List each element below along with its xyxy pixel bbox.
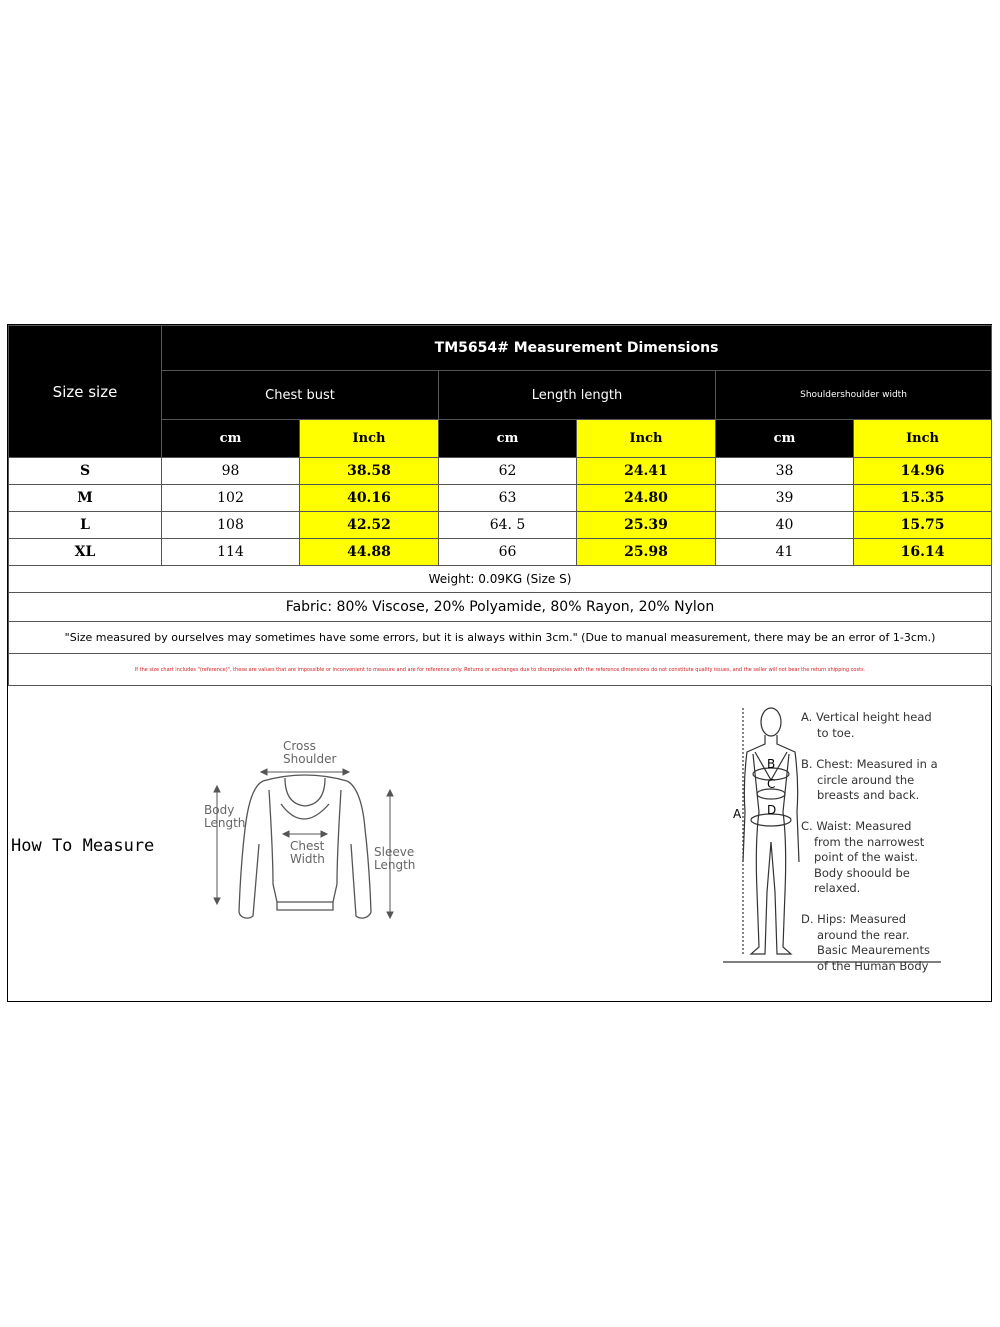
unit-header: cm xyxy=(439,420,577,458)
size-cell: M xyxy=(9,485,162,512)
group-shoulder-width: Shouldershoulder width xyxy=(716,371,992,420)
legend-line: relaxed. xyxy=(814,881,861,895)
fabric-note: Fabric: 80% Viscose, 20% Polyamide, 80% Rayon, 20% Nylon xyxy=(9,593,992,622)
size-cell: L xyxy=(9,512,162,539)
value-cell: 64. 5 xyxy=(439,512,577,539)
legend-line: A. Vertical height head xyxy=(801,710,932,724)
size-cell: S xyxy=(9,458,162,485)
how-to-measure-section xyxy=(8,686,991,1001)
unit-header: Inch xyxy=(300,420,439,458)
figure-letter-c: C xyxy=(767,777,776,791)
value-cell: 66 xyxy=(439,539,577,566)
legend-line: to toe. xyxy=(817,725,855,740)
chest-width-label: Width xyxy=(290,852,325,866)
value-cell: 25.98 xyxy=(577,539,716,566)
value-cell: 44.88 xyxy=(300,539,439,566)
legend-line: circle around the xyxy=(817,772,915,787)
legend-line: B. Chest: Measured in a xyxy=(801,757,938,771)
weight-note: Weight: 0.09KG (Size S) xyxy=(9,566,992,593)
legend-line: Body shoould be xyxy=(814,865,910,880)
cross-shoulder-label: Shoulder xyxy=(283,752,337,766)
size-header: Size size xyxy=(9,326,162,458)
value-cell: 40 xyxy=(716,512,854,539)
legend-line: around the rear. xyxy=(817,927,910,942)
size-cell: XL xyxy=(9,539,162,566)
value-cell: 25.39 xyxy=(577,512,716,539)
fine-print-note: If the size chart includes "(reference)", these are values that are impossible or inconvenient to measure and are for reference only. Returns or exchanges due to discrepancies with the reference dimensions do not constitute quality issues, and the seller will not bear the return shipping costs. xyxy=(9,654,992,686)
table-title: TM5654# Measurement Dimensions xyxy=(162,326,992,371)
error-note: "Size measured by ourselves may sometimes have some errors, but it is always within 3cm." (Due to manual measurement, there may be an error of 1-3cm.) xyxy=(9,622,992,654)
legend-line: point of the waist. xyxy=(814,850,919,864)
figure-letter-a: A xyxy=(733,807,742,821)
legend-line: breasts and back. xyxy=(817,788,920,802)
value-cell: 38.58 xyxy=(300,458,439,485)
unit-header: Inch xyxy=(577,420,716,458)
value-cell: 38 xyxy=(716,458,854,485)
sleeve-length-label: Length xyxy=(374,858,416,872)
body-length-label: Length xyxy=(204,816,246,830)
value-cell: 42.52 xyxy=(300,512,439,539)
value-cell: 108 xyxy=(162,512,300,539)
legend-a xyxy=(801,710,981,741)
value-cell: 98 xyxy=(162,458,300,485)
unit-header: cm xyxy=(162,420,300,458)
value-cell: 15.75 xyxy=(854,512,992,539)
cross-shoulder-label: Cross xyxy=(283,739,316,753)
value-cell: 24.41 xyxy=(577,458,716,485)
table-row xyxy=(9,458,992,485)
legend-line: of the Human Body xyxy=(817,958,929,973)
value-cell: 39 xyxy=(716,485,854,512)
unit-header: Inch xyxy=(854,420,992,458)
legend-line: C. Waist: Measured xyxy=(801,819,912,833)
figure-letter-d: D xyxy=(767,803,777,817)
value-cell: 24.80 xyxy=(577,485,716,512)
legend-line: D. Hips: Measured xyxy=(801,912,907,926)
body-length-label: Body xyxy=(204,803,235,817)
legend-line: from the narrowest xyxy=(814,834,925,849)
group-chest-bust: Chest bust xyxy=(162,371,439,420)
legend-d xyxy=(801,912,981,974)
measurement-table xyxy=(8,325,992,686)
garment-diagram xyxy=(193,734,418,934)
value-cell: 14.96 xyxy=(854,458,992,485)
table-row xyxy=(9,512,992,539)
legend-b xyxy=(801,757,981,804)
value-cell: 62 xyxy=(439,458,577,485)
table-row xyxy=(9,539,992,566)
figure-letter-b: B xyxy=(767,757,776,771)
table-row xyxy=(9,485,992,512)
value-cell: 114 xyxy=(162,539,300,566)
value-cell: 41 xyxy=(716,539,854,566)
group-length: Length length xyxy=(439,371,716,420)
how-to-measure-label: How To Measure xyxy=(11,836,155,856)
sleeve-length-label: Sleeve xyxy=(374,845,415,859)
value-cell: 15.35 xyxy=(854,485,992,512)
chest-width-label: Chest xyxy=(290,839,325,853)
unit-header: cm xyxy=(716,420,854,458)
value-cell: 16.14 xyxy=(854,539,992,566)
value-cell: 40.16 xyxy=(300,485,439,512)
value-cell: 63 xyxy=(439,485,577,512)
size-chart xyxy=(7,324,992,1002)
value-cell: 102 xyxy=(162,485,300,512)
legend-line: Basic Meaurements xyxy=(817,943,931,957)
legend-c xyxy=(801,819,981,897)
